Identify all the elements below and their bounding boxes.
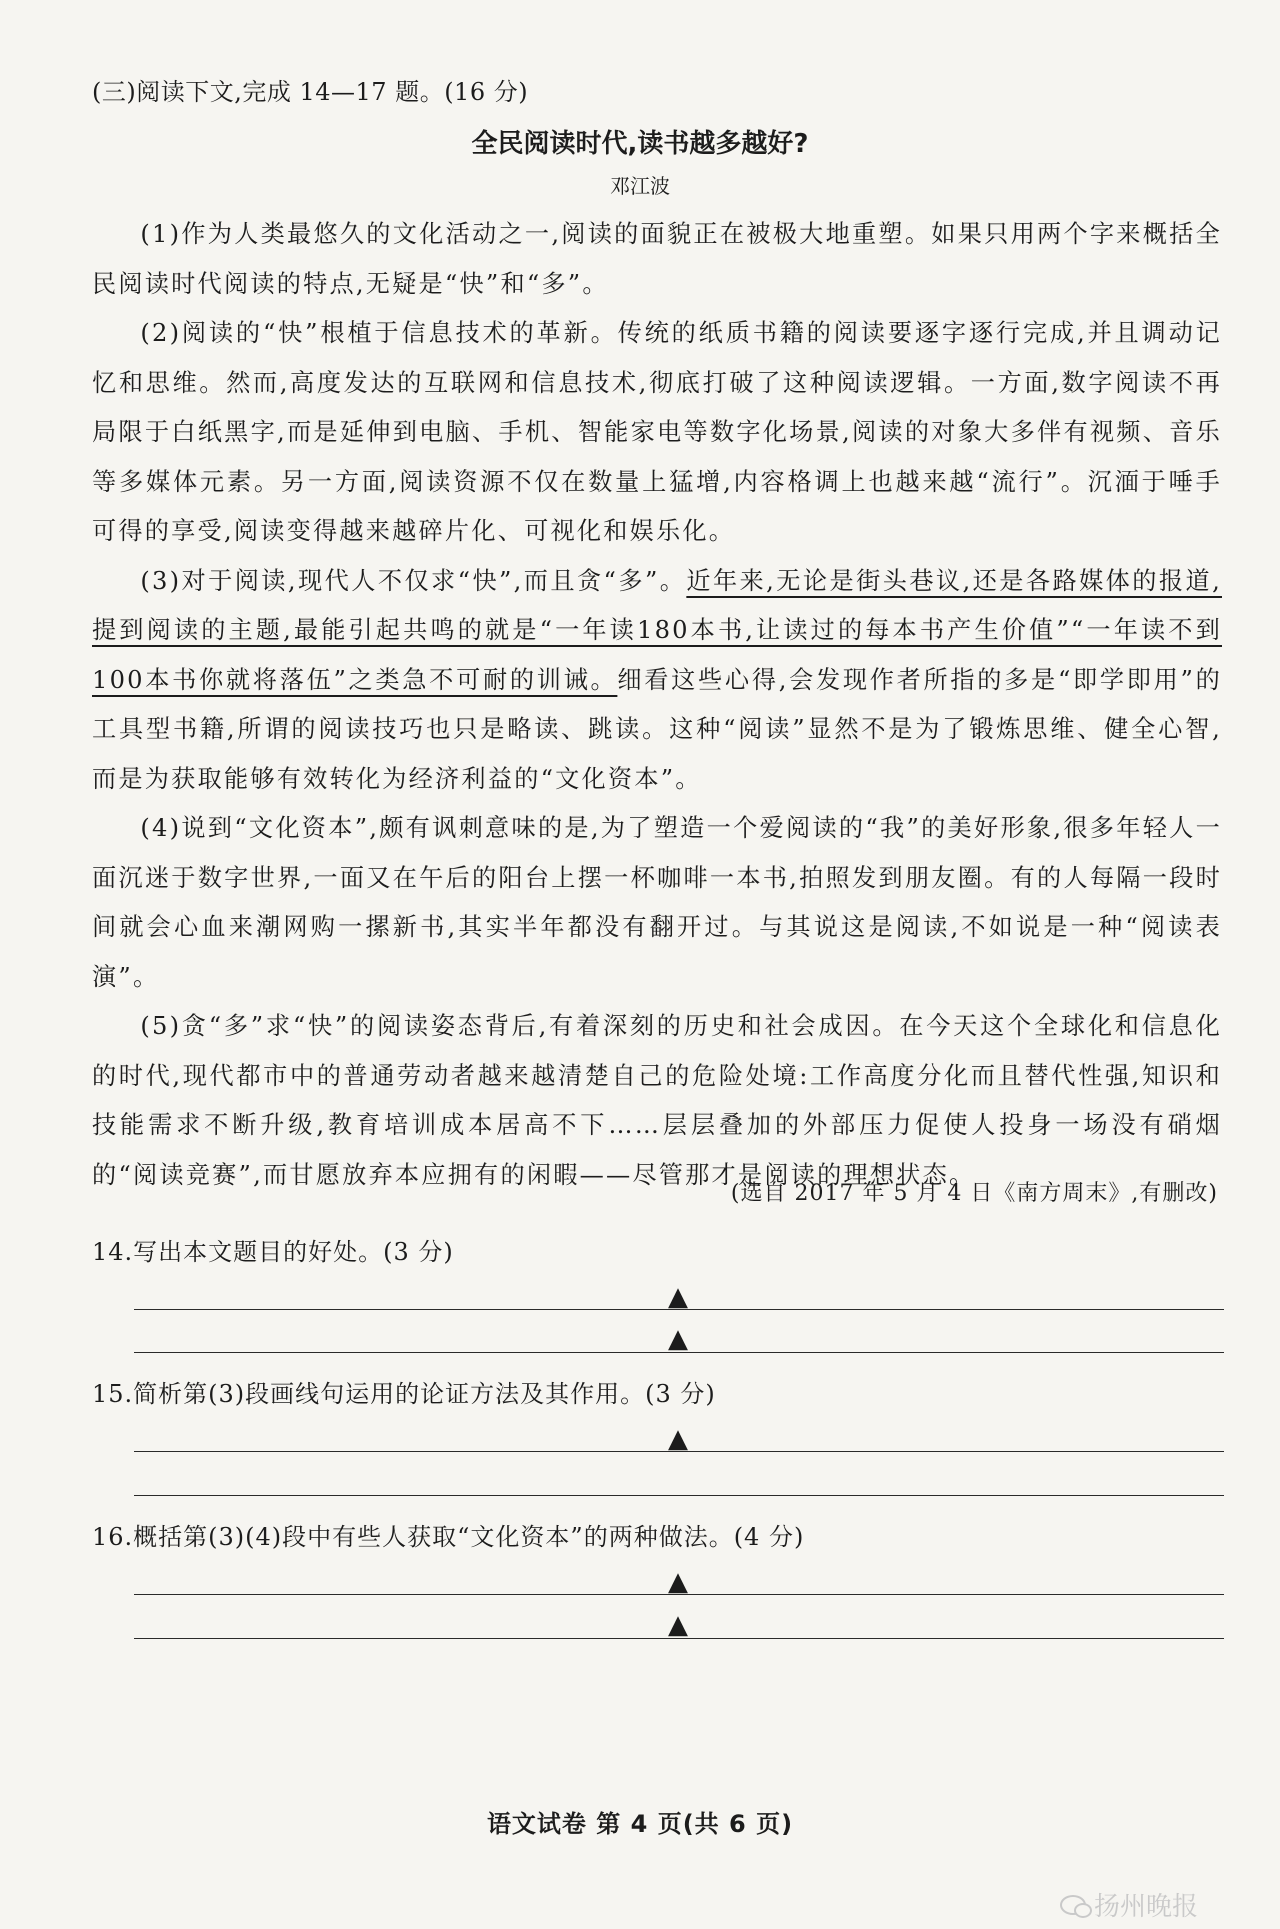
paragraph-4: (4)说到“文化资本”,颇有讽刺意味的是,为了塑造一个爱阅读的“我”的美好形象,很多年轻人一面沉迷于数字世界,一面又在午后的阳台上摆一杯咖啡一本书,拍照发到朋友圈。有的人每隔一段时间就会心血来潮网购一摞新书,其实半年都没有翻开过。与其说这是阅读,不如说是一种“阅读表演”。 <box>92 814 1222 991</box>
paragraph-2: (2)阅读的“快”根植于信息技术的革新。传统的纸质书籍的阅读要逐字逐行完成,并且调动记忆和思维。然而,高度发达的互联网和信息技术,彻底打破了这种阅读逻辑。一方面,数字阅读不再局限于白纸黑字,而是延伸到电脑、手机、智能家电等数字化场景,阅读的对象大多伴有视频、音乐等多媒体元素。另一方面,阅读资源不仅在数量上猛增,内容格调上也越来越“流行”。沉湎于唾手可得的享受,阅读变得越来越碎片化、可视化和娱乐化。 <box>92 319 1222 545</box>
article-title: 全民阅读时代,读书越多越好? <box>471 129 809 159</box>
question-16: 16.概括第(3)(4)段中有些人获取“文化资本”的两种做法。(4 分) <box>92 1523 805 1551</box>
question-14: 14.写出本文题目的好处。(3 分) <box>92 1238 454 1266</box>
underlined-sentence: 近年来,无论是街头巷议,还是各路媒体的报道,提到阅读的主题,最能引起共鸣的就是“一年读180本书,让读过的每本书产生价值”“一年读不到100本书你就将落伍”之类急不可耐的训诫。 <box>92 566 1222 694</box>
answer-marker: ▲ <box>668 1610 688 1640</box>
answer-line[interactable] <box>134 1594 1224 1595</box>
watermark-text: 扬州晚报 <box>1094 1892 1199 1922</box>
article-author: 邓江波 <box>610 174 670 198</box>
answer-marker: ▲ <box>668 1324 688 1354</box>
article-body <box>92 210 1222 1200</box>
answer-line[interactable] <box>134 1451 1224 1452</box>
watermark <box>1060 1886 1198 1923</box>
answer-marker: ▲ <box>668 1424 688 1454</box>
answer-line[interactable] <box>134 1352 1224 1353</box>
answer-marker: ▲ <box>668 1282 688 1312</box>
answer-line[interactable] <box>134 1638 1224 1639</box>
page-footer: 语文试卷 第 4 页(共 6 页) <box>486 1810 794 1838</box>
question-15: 15.简析第(3)段画线句运用的论证方法及其作用。(3 分) <box>92 1380 716 1408</box>
paragraph-5: (5)贪“多”求“快”的阅读姿态背后,有着深刻的历史和社会成因。在今天这个全球化和信息化的时代,现代都市中的普通劳动者越来越清楚自己的危险处境:工作高度分化而且替代性强,知识和技能需求不断升级,教育培训成本居高不下……层层叠加的外部压力促使人投身一场没有硝烟的“阅读竞赛”,而甘愿放弃本应拥有的闲暇——尽管那才是阅读的理想状态。 <box>92 1012 1223 1189</box>
wechat-icon <box>1060 1895 1086 1915</box>
answer-marker: ▲ <box>668 1567 688 1597</box>
paragraph-3 <box>92 557 1222 805</box>
paragraph-3-intro: (3)对于阅读,现代人不仅求“快”,而且贪“多”。 <box>140 566 687 595</box>
article-source: (选自 2017 年 5 月 4 日《南方周末》,有删改) <box>730 1181 1218 1206</box>
paragraph-1: (1)作为人类最悠久的文化活动之一,阅读的面貌正在被极大地重塑。如果只用两个字来概括全民阅读时代阅读的特点,无疑是“快”和“多”。 <box>92 220 1222 298</box>
answer-line[interactable] <box>134 1495 1224 1496</box>
paragraph-3-rest: 细看这些心得,会发现作者所指的多是“即学即用”的工具型书籍,所谓的阅读技巧也只是略读、跳读。这种“阅读”显然不是为了锻炼思维、健全心智,而是为获取能够有效转化为经济利益的“文化资本”。 <box>92 665 1222 793</box>
section-heading: (三)阅读下文,完成 14—17 题。(16 分) <box>92 78 529 106</box>
answer-line[interactable] <box>134 1309 1224 1310</box>
